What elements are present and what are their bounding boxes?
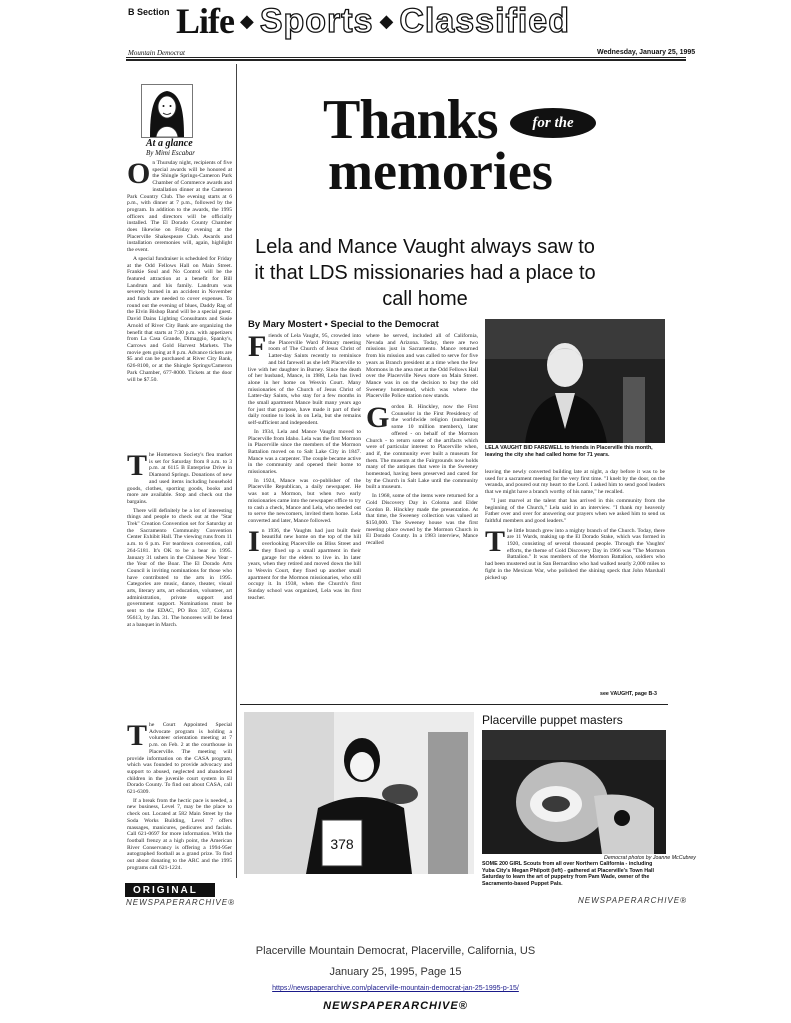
original-stamp: ORIGINAL (125, 883, 215, 897)
article-paragraph: Gordon B. Hinckley, now the First Counselor in the First Presidency of the worldwide religion (numbering some 10 million members), later offered - on behalf of the Mormon Church - to return some of the artifacts which were of particular interest to Placerville when, and if, the community ever built a museum for them. The museum at the Fairgrounds now holds many of the antiques that were in the Sweeney homestead, having been preserved and cared for by the Church in Salt Lake until the community built a museum. (366, 401, 478, 491)
puppet-closeup-icon (482, 730, 666, 854)
scout-tag-number: 378 (330, 836, 354, 852)
dropcap: T (485, 524, 506, 558)
puppet-caption: SOME 200 GIRL Scouts from all over Northern California - including Yuba City's Megan Philpott (left) - gathered at Placerville's Town Hall Saturday to learn the art of puppetry from Pam Wade, owner of the Sacramento-based Puppet Pals. (482, 861, 654, 887)
sidebar-block-3 (127, 722, 232, 872)
footer-brand: NEWSPAPERARCHIVE® (323, 1000, 468, 1012)
article-column-2 (366, 333, 478, 693)
photo-caption: LELA VAUGHT BID FAREWELL to friends in Placerville this month, leaving the city she had called home for 71 years. (485, 445, 653, 458)
footer-source: Placerville Mountain Democrat, Placerville, California, US (255, 945, 536, 957)
headline-badge: for the (510, 108, 596, 138)
sidebar-paragraph: A special fundraiser is scheduled for Friday at the Odd Fellows Hall on Main Street. Frankie Soul and No Control will be the featured attraction at a benefit for Bill Landrum and his family. Landrum was severely burned in an accident in November and funds are needed to cover expenses. To round out the evening of blues, Daddy Rag of the Elvin Bishop Band will be a special guest. David Dains Lighting Consultants and Susie Arnold of River City Bank are organizing the benefit that starts at 7:30 p.m. with appetizers from La Casa Grande, Dimaggio, Spanky's, Carrows and Gold Harvest Markets. The movie gets going at 8 p.m. Advance tickets are $5 and can be purchased at River City Bank, 626-8100, or at the Shingle Springs/Cameron Park Chamber, 677-8000. Tickets at the door will be $7.50. (127, 255, 232, 383)
masthead-sports: Sports (259, 1, 374, 40)
article-paragraph: In 1936, the Vaughts had just built their beautiful new home on the top of the hill overlooking Placerville on Bliss Street and they fixed up a small apartment in their garage for the elders to live in. In later years, when they retired and moved down the hill to Wesvin Court, they fixed up another small apartment for the Mormon missionaries, who still occupy it. In 1938, when the Church's first Sunday school was organized, Lela was its first teacher. (248, 524, 361, 601)
sidebar-author: By Mimi Escabar (146, 149, 195, 157)
footer-url-link[interactable]: https://newspaperarchive.com/placerville-mountain-democrat-jan-25-1995-p-15/ (272, 985, 519, 992)
sidebar-paragraph: If a break from the hectic pace is needed, a new business, Level 7, may be the place to check out. Located at 582 Main Street by the Soda Works Building, Level 7 offers massages, manicures, pedicures and facials. Call 621-0697 for more information. With the football frenzy at a high point, the American River Conservancy is offering a 1994-95er autographed football as a grand prize. To find out about donating to the ARC and the 1995 programs call 621-1224. (127, 797, 232, 871)
header-rule (126, 59, 686, 61)
sidebar-title: At a glance (146, 138, 193, 149)
article-paragraph: In 1968, some of the items were returned for a Gold Discovery Day in Coloma and Elder Gordon B. Hinckley made the presentation. At that time, the Sweeney collection was valued at $150,000. The Sweeney house was the first meeting place owned by the Mormon Church in El Dorado County. In a 1983 interview, Mance recalled (366, 493, 478, 547)
sidebar-intro: n Thursday night, recipients of five special awards will be honored at the Shingle Springs-Cameron Park Chamber of Commerce awards and installation dinner at the Cameron Park Country Club. The evening starts at 6 p.m., with dinner at 7 p.m., followed by the program. In addition to the awards, the 1995 officers and directors will be officially installed. The El Dorado County Chamber does likewise on Friday evening at the Placerville Shakespeare Club. Awards and installation ceremonies will, again, highlight the event. (127, 160, 232, 254)
masthead-classified: Classified (399, 1, 570, 40)
dropcap: G (366, 401, 390, 435)
columnist-photo (141, 84, 193, 138)
dropcap: T (127, 452, 148, 482)
header-rule (126, 57, 686, 58)
paper-name: Mountain Democrat (128, 49, 185, 57)
masthead (176, 2, 570, 40)
story-rule (240, 704, 668, 705)
portrait-photo-icon (485, 319, 665, 443)
puppet-show-photo (482, 730, 666, 854)
girl-scout-puppet-photo (244, 712, 474, 874)
section-label: B Section (128, 7, 170, 17)
masthead-life: Life (176, 1, 234, 41)
lela-vaught-photo (485, 319, 665, 443)
article-column-3 (485, 469, 665, 687)
masthead-separator: ◆ (239, 10, 254, 31)
article-column-1 (248, 333, 361, 693)
article-paragraph: "I just marvel at the talent that has arrived in this community from the beginning of the Church," Lela said in an interview. "I thank my heavenly Father over and over for answering our prayers when we asked him to send us faithful members and good leaders." (485, 497, 665, 524)
archive-logo-right: NEWSPAPERARCHIVE® (578, 896, 687, 905)
jump-line: see VAUGHT, page B-3 (600, 691, 658, 697)
archive-logo-left: NEWSPAPERARCHIVE® (126, 898, 235, 907)
article-byline: By Mary Mostert • Special to the Democrat (248, 319, 439, 330)
sidebar-paragraph: he Hometown Society's flea market is set for Saturday from 8 a.m. to 3 p.m. at 6115 B Enterprise Drive in Diamond Springs. Donations of new and used items including household goods, clothes, sporting goods, books and more are available. Stop and check out the bargains. (127, 452, 232, 505)
footer-date-page: January 25, 1995, Page 15 (329, 966, 462, 978)
article-paragraph: The little branch grew into a mighty branch of the Church. Today, there are 11 Wards, making up the El Dorado Stake, which was formed in 1920, consisting of several thousand people. Through the Vaughts' efforts, the theme of Gold Discovery Day in 1966 was "The Mormon Battalion." It was members of the Mormon Battalion, soldiers who had been mustered out in San Bernardino who had walked nearly 2,000 miles to fight in the Mexican War, who polished the shining speck that John Marshall picked up (485, 524, 665, 581)
sidebar-paragraph: There will definitely be a lot of interesting things and people to check out at the "Star Trek" Creation Convention set for Saturday at the Sacramento Community Convention Center Exhibit Hall. The viewing runs from 11 a.m. to 6 p.m. For teardown convention, call 264-5181. It's OK to be a bear in 1995. January 31 ushers in the Chinese New Year - the Year of the Boar. The El Dorado Arts Council is inviting nominations for those who have contributed to the arts in 1995. Categories are music, dance, theater, visual arts, literary arts, art education, volunteer, art administration, private support and government support. Nominations must be sent to the EDAC, PO Box 337, Coloma 95613, by Jan. 31. The honorees will be feted at a banquet in March. (127, 507, 232, 628)
article-paragraph: leaving the newly converted building late at night, a day before it was to be used for a sacrament meeting for the very first time. "I knelt by the door, on the veranda, and poured out my heart to the Lord. I asked him to send good leaders that we might have a branch worthy of his name," he recalled. (485, 469, 665, 496)
article-paragraph: In 1934, Lela and Mance Vaught moved to Placerville from Idaho. Lela was the first Mormon in Placerville since the members of the Mormon Battalion moved on to Salt Lake City in 1847. Mance was a carpenter. The couple became active in the community and opened their home to missionaries. (248, 428, 361, 476)
article-paragraph: riends of Lela Vaught, 95, crowded into the Placerville Ward Primary meeting room of The Church of Jesus Christ of Latter-day Saints recently to reminisce and bid farewell as she left Placerville to live with her daughter in Burney. Since the death of her husband, Mance, in 1988, Lela has lived alone in her home on Wesvin Court. Many missionaries of the Church of Jesus Christ of Latter-day Saints, who stay for a few months in the small apartment Mance built many years ago for just that purpose, have made it part of their daily routine to look in on Lela, but she remains self-sufficient and independent. (248, 333, 361, 427)
dropcap: T (127, 722, 148, 752)
puppet-title: Placerville puppet masters (482, 713, 623, 727)
columnist-portrait-icon (142, 85, 192, 137)
headline-memories: memories (328, 141, 553, 201)
dropcap: F (248, 333, 267, 363)
dateline: Wednesday, January 25, 1995 (597, 49, 696, 56)
column-divider (236, 64, 237, 878)
headline-thanks: Thanks (323, 89, 498, 151)
sidebar-paragraph: he Court Appointed Special Advocate program is holding a volunteer orientation meeting at 7 p.m. on Feb. 2 at the courthouse in Placerville. The meeting will provide information on the CASA program, which was founded to provide advocacy and support to abused, neglected and abandoned children in the juvenile court system in El Dorado County. To find out about CASA, call 621-6309. (127, 722, 232, 796)
article-paragraph: In 1924, Mance was co-publisher of the Placerville Republican, a daily newspaper. He was not a Mormon, but when two early missionaries came into the newspaper office to try to cash a check, Mance and Lela, who needed out to serve the newcomers, invited them home. Lela converted and later, Mance followed. (248, 477, 361, 524)
photo-credit: Democrat photos by Joanne McCubrey (604, 855, 696, 861)
sidebar-block-1 (127, 160, 232, 446)
dropcap: O (127, 160, 151, 190)
masthead-separator: ◆ (379, 10, 394, 31)
puppet-photo-icon (244, 712, 474, 874)
sidebar-block-2 (127, 452, 232, 714)
article-paragraph: where he served, included all of California, Nevada and Arizona. Today, there are two missions just in Sacramento. Mance returned from his mission and was called to serve for five years as Branch president at a time when the few Mormons in the area met at the Odd Fellows Hall over the Placerville News store on Main Street. Mance was in on the decision to buy the old Sweeney homestead, which was where the Placerville Police station now stands. (366, 333, 478, 400)
deck-headline: Lela and Mance Vaught always saw to it that LDS missionaries had a place to call home (254, 236, 596, 310)
dropcap: I (248, 524, 260, 558)
